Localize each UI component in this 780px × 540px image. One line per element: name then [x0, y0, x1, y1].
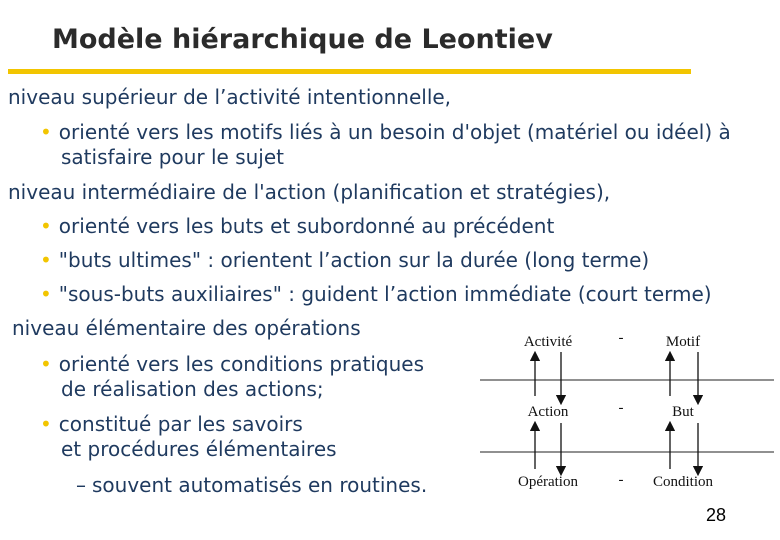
- level-2-heading: niveau intermédiaire de l'action (planification et stratégies),: [8, 180, 611, 204]
- page-number: 28: [706, 505, 727, 525]
- diagram-label-action: Action: [527, 404, 569, 420]
- diagram-separator-1: -: [618, 330, 624, 346]
- bullet-icon: •: [40, 248, 52, 272]
- diagram-label-but: But: [672, 404, 694, 420]
- level-3-bullet-1-cont: de réalisation des actions;: [61, 377, 324, 401]
- level-1-bullet-1-cont: satisfaire pour le sujet: [61, 145, 284, 169]
- bullet-icon: •: [40, 282, 52, 306]
- slide-title: Modèle hiérarchique de Leontiev: [52, 24, 553, 55]
- bullet-icon: •: [40, 412, 52, 436]
- level-1-bullet-1: • orienté vers les motifs liés à un besoin d'objet (matériel ou idéel) à: [40, 120, 731, 144]
- level-2-bullet-3: • "sous-buts auxiliaires" : guident l’action immédiate (court terme): [40, 282, 712, 306]
- level-3-bullet-2: • constitué par les savoirs: [40, 412, 303, 436]
- title-underline: [8, 69, 691, 74]
- dash-icon: –: [76, 473, 86, 497]
- diagram-label-condition: Condition: [652, 474, 714, 490]
- bullet-icon: •: [40, 214, 52, 238]
- level-2-bullet-2: • "buts ultimes" : orientent l’action sur la durée (long terme): [40, 248, 650, 272]
- bullet-icon: •: [40, 120, 52, 144]
- level-3-sub-item: – souvent automatisés en routines.: [76, 473, 428, 497]
- level-3-bullet-1: • orienté vers les conditions pratiques: [40, 352, 424, 376]
- level-1-heading: niveau supérieur de l’activité intentionnelle,: [8, 85, 452, 109]
- diagram-separator-3: -: [618, 472, 624, 488]
- diagram-label-operation: Opération: [518, 474, 578, 490]
- level-2-bullet-1: • orienté vers les buts et subordonné au précédent: [40, 214, 555, 238]
- diagram-separator-2: -: [618, 400, 624, 416]
- diagram-label-activite: Activité: [523, 334, 573, 350]
- level-3-heading: niveau élémentaire des opérations: [12, 316, 361, 340]
- diagram-label-motif: Motif: [665, 334, 701, 350]
- bullet-icon: •: [40, 352, 52, 376]
- level-3-bullet-2-cont: et procédures élémentaires: [61, 437, 337, 461]
- leontiev-diagram: [478, 326, 778, 501]
